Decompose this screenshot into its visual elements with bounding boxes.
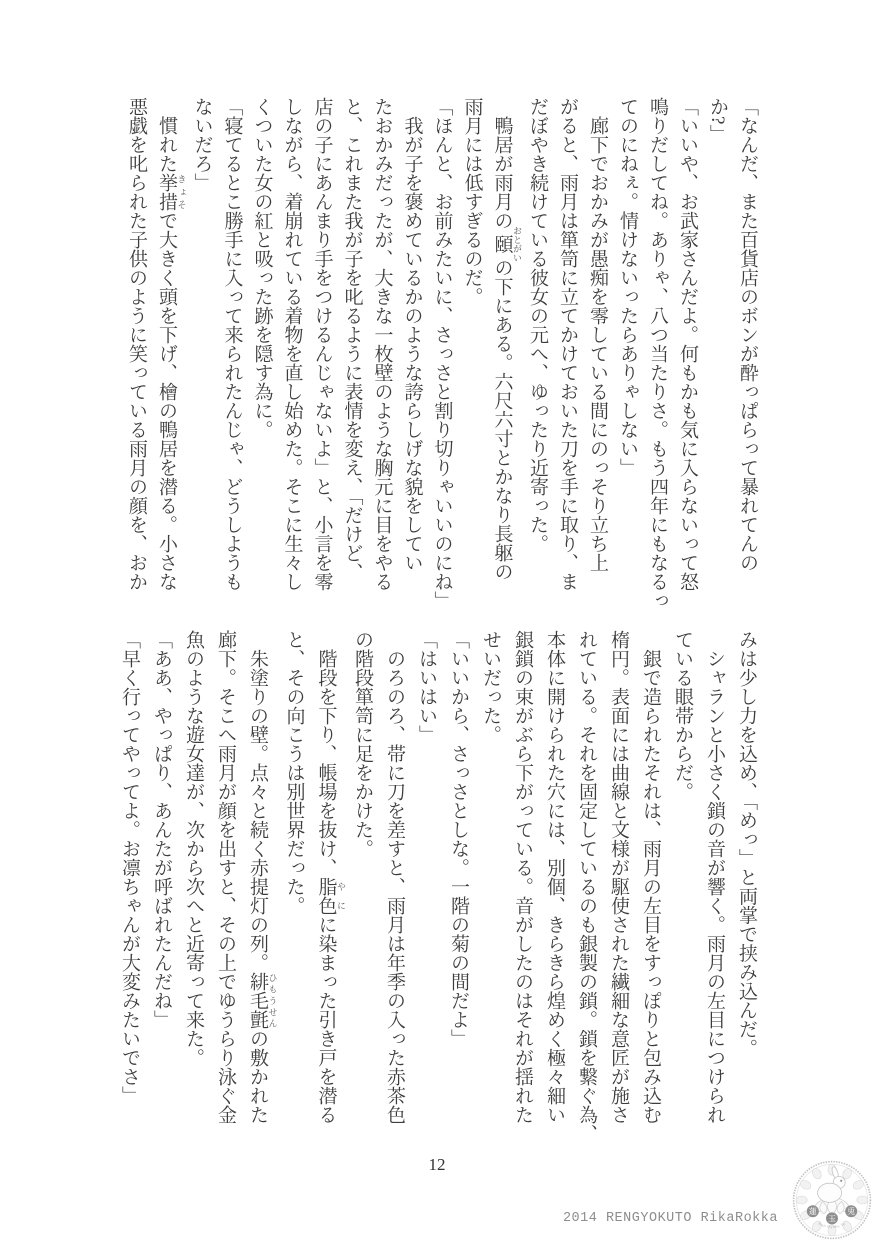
- page-number: 12: [428, 1155, 446, 1174]
- text-column: 雨月には低すぎるのだ。: [461, 97, 483, 306]
- seal-arc-text: Ren Gyoku To: [817, 1221, 847, 1230]
- copyright-text: 2014 RENGYOKUTO RikaRokka: [562, 1211, 778, 1226]
- top-text-block: [102, 97, 762, 622]
- text-column: 魚のような遊女達が、次から次へと近寄って来た。: [183, 630, 204, 1067]
- text-column: 「なんだ、また百貨店のボンが酔っぱらって暴れてんの: [737, 97, 758, 572]
- text-column: ないだろ」: [191, 97, 213, 192]
- text-column: がると、雨月は箪笥に立てかけておいた刀を手に取り、ま: [557, 97, 578, 591]
- text-column: 「いいや、お武家さんだよ。何もかも気に入らないって怒: [677, 97, 698, 591]
- text-column: せいだった。: [480, 630, 501, 744]
- text-column: 「ああ、やっぱり、あんたが呼ばれたんだね」: [151, 630, 172, 1029]
- text-column: みは少し力を込め、「めっ」と両掌で挟み込んだ。: [736, 630, 757, 1058]
- furigana-ruby: 緋毛氈 ひもうせん: [247, 972, 278, 1029]
- text-column: 銀鎖の束がぶら下がっている。音がしたのはそれが揺れた: [512, 630, 533, 1124]
- text-column: 階段を下り、帳場を抜け、脂色 やにに染まった引き戸を潜る: [315, 630, 346, 1124]
- text-column: 廊下でおかみが愚痴を零している間にのっそり立ち上: [587, 97, 608, 572]
- seal-kanji-gyoku: 玉: [828, 1214, 836, 1224]
- text-column: 「はいはい」: [416, 630, 437, 744]
- text-column: か?」: [707, 97, 728, 144]
- bottom-text-block: [102, 630, 762, 1155]
- seal-kanji-ren: 蓮: [808, 1207, 817, 1217]
- text-column: 慣れた挙措 きょそで大きく頭を下げ、檜の鴨居を潜る。小さな: [156, 97, 187, 591]
- text-column: と、その向こうは別世界だった。: [283, 630, 305, 915]
- text-column: 鴨居が雨月の頤 おとがいの下にある。六尺六寸とかなり長躯の: [491, 97, 522, 581]
- text-column: くついた女の紅と吸った跡を隠す為に。: [251, 97, 273, 439]
- text-column: 我が子を褒めているかのような誇らしげな貌をしてい: [401, 97, 423, 572]
- text-column: 悪戯を叱られた子供のように笑っている雨月の顔を、おか: [126, 97, 147, 591]
- text-column: 本体に開けられた穴には、別個、きらきら煌めく極々細い: [544, 630, 565, 1124]
- text-column: ている眼帯からだ。: [672, 630, 693, 801]
- furigana-ruby: 頤 おとがい: [491, 226, 522, 262]
- text-column: 朱塗りの壁。点々と続く赤提灯の列。緋毛氈 ひもうせんの敷かれた: [247, 630, 278, 1124]
- text-column: シャランと小さく鎖の音が響く。雨月の左目につけられ: [704, 630, 725, 1124]
- text-column: てのにねぇ。情けないったらありゃしない」: [617, 97, 638, 477]
- furigana-ruby: 脂色 やに: [315, 877, 346, 915]
- text-column: 店の子にあんまり手をつけるんじゃないよ」と、小言を零: [311, 97, 333, 591]
- text-column: れている。それを固定しているのも銀製の鎖。鎖を繋ぐ為、: [576, 630, 597, 1143]
- text-column: しながら、着崩れている着物を直し始めた。そこに生々し: [281, 97, 303, 591]
- text-column: だぼやき続けている彼女の元へ、ゆったり近寄った。: [527, 97, 548, 553]
- seal-kanji-to: 兎: [847, 1207, 856, 1217]
- text-column: 「寝てるとこ勝手に入って来られたんじゃ、どうしようも: [221, 97, 243, 591]
- rabbit-eye: [840, 1180, 842, 1182]
- text-column: 鳴りだしてね。ありゃ、八つ当たりさ。もう四年にもなるっ: [647, 97, 668, 610]
- text-column: たおかみだったが、大きな一枚壁のような胸元に目をやる: [371, 97, 393, 591]
- text-column: 楕円。表面には曲線と文様が駆使された繊細な意匠が施さ: [608, 630, 629, 1124]
- text-column: 廊下。そこへ雨月が顔を出すと、その上でゆうらり泳ぐ金: [215, 630, 236, 1124]
- text-column: のろのろ、帯に刀を差すと、雨月は年季の入った赤茶色: [384, 630, 405, 1124]
- text-column: 銀で造られたそれは、雨月の左目をすっぽりと包み込む: [640, 630, 661, 1124]
- text-column: と、これまた我が子を叱るように表情を変え、「だけど、: [341, 97, 363, 582]
- text-column: 「いいから、さっさとしな。一階の菊の間だよ」: [448, 630, 469, 1048]
- rabbit-lotus-seal-icon: [792, 1160, 872, 1240]
- furigana-ruby: 挙措 きょそ: [156, 173, 187, 211]
- text-column: の階段箪笥に足をかけた。: [352, 630, 373, 858]
- text-column: 「早く行ってやってよ。お凛ちゃんが大変みたいでさ」: [119, 630, 140, 1105]
- text-column: 「ほんと、お前みたいに、さっさと割り切りゃいいのにね」: [431, 97, 453, 610]
